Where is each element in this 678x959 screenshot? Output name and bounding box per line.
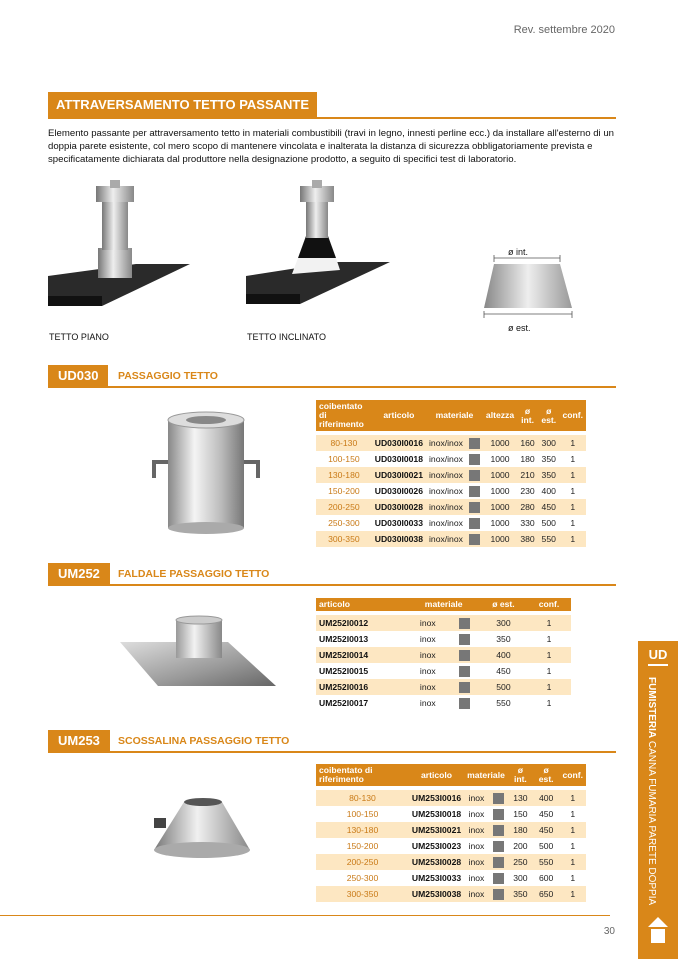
cell-conf: 1 [559, 499, 586, 515]
cell-materiale: inox [468, 841, 485, 851]
cell-conf: 1 [546, 666, 552, 676]
cell-diam-int: 150 [513, 809, 528, 819]
cell-altezza: 1000 [483, 499, 517, 515]
cell-diam-int: 380 [517, 531, 538, 547]
cell-articolo: UM252I0016 [316, 679, 407, 695]
cell-articolo: UD030I0016 [372, 433, 426, 451]
ud030-product-image [146, 408, 266, 538]
cell-conf: 1 [559, 433, 586, 451]
cell-coibentato: 130-180 [316, 822, 409, 838]
material-swatch [466, 451, 483, 467]
cell-diam-est: 450 [533, 822, 560, 838]
cell-materiale: inox/inox [426, 499, 466, 515]
um253-code-badge: UM253 [48, 730, 110, 752]
material-swatch [466, 499, 483, 515]
cell-materiale: inox [407, 613, 448, 631]
table-row [316, 886, 586, 902]
cell-articolo: UM252I0012 [316, 613, 407, 631]
material-swatch [489, 870, 508, 886]
table-row [316, 631, 571, 647]
cell-materiale: inox [464, 822, 489, 838]
material-swatch [466, 515, 483, 531]
table-row [316, 679, 571, 695]
section-title: ATTRAVERSAMENTO TETTO PASSANTE [48, 92, 317, 118]
diameter-est-label: ø est. [508, 323, 531, 333]
um252-title: FALDALE PASSAGGIO TETTO [118, 568, 270, 580]
flat-roof-caption: TETTO PIANO [49, 332, 109, 342]
cell-conf: 1 [570, 841, 576, 851]
side-tab-code: UD [648, 647, 668, 662]
um253-divider [48, 751, 616, 753]
cell-coibentato: 150-200 [328, 486, 360, 496]
cell-diam-est: 400 [480, 647, 527, 663]
cell-articolo: UM253I0021 [409, 822, 464, 838]
cell-diam-int: 300 [513, 873, 528, 883]
cell-conf: 1 [527, 647, 571, 663]
cell-materiale: inox [464, 854, 489, 870]
cell-conf: 1 [559, 531, 586, 547]
cell-altezza: 1000 [490, 518, 510, 528]
cell-coibentato: 100-150 [328, 454, 360, 464]
col-diam-int: ø int. [517, 400, 538, 433]
cell-articolo: UM253I0038 [409, 886, 464, 902]
cell-conf: 1 [546, 634, 552, 644]
cell-diam-int: 350 [508, 886, 533, 902]
swatch-icon [493, 809, 504, 820]
side-tab-divider [648, 664, 668, 666]
um252-table-header [316, 598, 571, 613]
col-conf: conf. [559, 400, 586, 433]
cell-materiale: inox [464, 886, 489, 902]
table-row [316, 663, 571, 679]
swatch-icon [469, 470, 480, 481]
cell-conf: 1 [559, 886, 586, 902]
cell-materiale: inox/inox [429, 454, 463, 464]
col-coibentato: coibentato di riferimento [316, 764, 409, 788]
material-swatch [448, 695, 480, 711]
cell-articolo: UD030I0038 [372, 531, 426, 547]
table-row [316, 467, 586, 483]
section-divider [48, 117, 616, 119]
swatch-icon [469, 502, 480, 513]
cell-coibentato: 200-250 [316, 499, 372, 515]
cell-diam-est: 500 [541, 518, 556, 528]
category-side-tab [638, 641, 678, 959]
material-swatch [489, 854, 508, 870]
cell-conf: 1 [559, 854, 586, 870]
diameter-int-label: ø int. [508, 247, 529, 257]
sloped-roof-caption: TETTO INCLINATO [247, 332, 327, 342]
table-row [316, 613, 571, 631]
cell-articolo: UM253I0023 [411, 841, 462, 851]
cell-diam-int: 130 [508, 788, 533, 806]
swatch-icon [459, 682, 470, 693]
ud030-divider [48, 386, 616, 388]
um253-product-image [148, 794, 258, 864]
cell-materiale: inox/inox [429, 486, 463, 496]
swatch-icon [493, 841, 504, 852]
table-row [316, 788, 586, 806]
cell-altezza: 1000 [483, 433, 517, 451]
col-conf: conf. [527, 598, 571, 613]
cell-diam-est: 400 [541, 486, 556, 496]
cell-materiale: inox [419, 698, 436, 708]
cell-materiale: inox [407, 679, 448, 695]
table-row [316, 483, 586, 499]
col-materiale: materiale [426, 400, 483, 433]
sloped-roof-image [244, 178, 394, 318]
cell-articolo: UM253I0018 [411, 809, 462, 819]
cell-coibentato: 80-130 [316, 788, 409, 806]
material-swatch [466, 483, 483, 499]
cell-altezza: 1000 [490, 454, 510, 464]
cell-conf: 1 [570, 486, 576, 496]
section-intro: Elemento passante per attraversamento tetto in materiali combustibili (travi in legno, innesti perline ecc.) da installare all'esterno di un doppia parete esistente, col mero scopo di mantenere vincolata e inalterata la distanza di sicurezza obbligatoriamente prevista e specificatamente dichiarata dal produttore nella designazione prodotto, a seguito di specifici test di laboratorio. [48, 128, 615, 165]
cell-materiale: inox [468, 809, 485, 819]
cell-articolo: UD030I0018 [374, 454, 423, 464]
material-swatch [489, 838, 508, 854]
cell-diam-est: 500 [480, 679, 527, 695]
col-materiale: materiale [464, 764, 508, 788]
swatch-icon [469, 518, 480, 529]
side-tab-label-bold: FUMISTERIA [646, 677, 657, 739]
cell-diam-est: 550 [538, 531, 559, 547]
material-swatch [466, 467, 483, 483]
material-swatch [466, 531, 483, 547]
cell-articolo: UD030I0028 [372, 499, 426, 515]
cell-materiale: inox [468, 873, 485, 883]
cell-articolo: UM253I0016 [409, 788, 464, 806]
footer-divider [0, 915, 610, 916]
cell-articolo: UM252I0017 [319, 698, 369, 708]
cell-diam-int: 180 [508, 822, 533, 838]
material-swatch [448, 679, 480, 695]
cell-diam-int: 160 [517, 433, 538, 451]
swatch-icon [469, 486, 480, 497]
cell-coibentato: 250-300 [346, 873, 379, 883]
swatch-icon [493, 793, 504, 804]
material-swatch [489, 886, 508, 902]
cell-diam-int: 230 [520, 486, 535, 496]
um252-product-image [118, 612, 278, 696]
cell-conf: 1 [570, 873, 576, 883]
material-swatch [489, 788, 508, 806]
col-conf: conf. [559, 764, 586, 788]
material-swatch [448, 631, 480, 647]
cell-diam-int: 180 [520, 454, 535, 464]
table-row [316, 854, 586, 870]
cell-conf: 1 [570, 809, 576, 819]
table-row [316, 870, 586, 886]
cell-articolo: UM252I0014 [316, 647, 407, 663]
cell-materiale: inox [419, 666, 436, 676]
cell-conf: 1 [570, 518, 576, 528]
cell-coibentato: 300-350 [316, 886, 409, 902]
cell-conf: 1 [527, 613, 571, 631]
cell-diam-est: 600 [539, 873, 554, 883]
swatch-icon [459, 666, 470, 677]
table-row [316, 838, 586, 854]
cell-materiale: inox [419, 634, 436, 644]
cell-conf: 1 [546, 698, 552, 708]
swatch-icon [493, 873, 504, 884]
cell-articolo: UD030I0033 [374, 518, 423, 528]
table-row [316, 822, 586, 838]
cell-diam-int: 210 [517, 467, 538, 483]
ud030-code-badge: UD030 [48, 365, 108, 387]
col-diam-est: ø est. [533, 764, 560, 788]
material-swatch [489, 806, 508, 822]
col-diam-int: ø int. [508, 764, 533, 788]
col-materiale: materiale [407, 598, 479, 613]
cell-materiale: inox [464, 788, 489, 806]
swatch-icon [469, 534, 480, 545]
col-coibentato: coibentato di riferimento [316, 400, 372, 433]
flat-roof-image [46, 178, 196, 318]
cell-diam-est: 450 [538, 499, 559, 515]
cell-diam-est: 300 [480, 613, 527, 631]
cell-articolo: UD030I0021 [372, 467, 426, 483]
um253-table-header [316, 764, 586, 788]
cell-diam-est: 500 [539, 841, 554, 851]
col-diam-est: ø est. [538, 400, 559, 433]
cell-conf: 1 [559, 467, 586, 483]
cell-articolo: UM253I0028 [409, 854, 464, 870]
material-swatch [448, 663, 480, 679]
revision-date: Rev. settembre 2020 [513, 24, 615, 36]
swatch-icon [493, 889, 504, 900]
cell-diam-est: 350 [538, 467, 559, 483]
cell-materiale: inox/inox [429, 518, 463, 528]
page-number: 30 [603, 926, 615, 937]
cell-coibentato: 100-150 [346, 809, 379, 819]
cell-altezza: 1000 [490, 486, 510, 496]
cell-diam-est: 650 [533, 886, 560, 902]
col-articolo: articolo [409, 764, 464, 788]
cell-diam-est: 350 [496, 634, 511, 644]
ud030-table [316, 400, 586, 547]
um252-table [316, 598, 571, 711]
col-articolo: articolo [316, 598, 407, 613]
cell-diam-est: 550 [496, 698, 511, 708]
swatch-icon [459, 618, 470, 629]
cell-articolo: UM252I0013 [319, 634, 369, 644]
cell-diam-int: 280 [517, 499, 538, 515]
cell-conf: 1 [559, 822, 586, 838]
cell-coibentato: 130-180 [316, 467, 372, 483]
swatch-icon [493, 857, 504, 868]
um252-code-badge: UM252 [48, 563, 110, 585]
cell-diam-int: 250 [508, 854, 533, 870]
swatch-icon [469, 454, 480, 465]
cell-coibentato: 200-250 [316, 854, 409, 870]
side-tab-label-rest: CANNA FUMARIA PARETE DOPPIA [646, 738, 657, 906]
um253-table [316, 764, 586, 902]
material-swatch [489, 822, 508, 838]
material-swatch [466, 433, 483, 451]
cell-altezza: 1000 [483, 467, 517, 483]
up-arrow-icon[interactable] [648, 917, 668, 945]
table-row [316, 433, 586, 451]
cell-materiale: inox [407, 647, 448, 663]
cell-diam-est: 450 [539, 809, 554, 819]
ud030-title: PASSAGGIO TETTO [118, 370, 218, 382]
material-swatch [448, 647, 480, 663]
col-altezza: altezza [483, 400, 517, 433]
swatch-icon [469, 438, 480, 449]
cell-articolo: UM253I0033 [411, 873, 462, 883]
cell-diam-est: 550 [533, 854, 560, 870]
cell-diam-int: 330 [520, 518, 535, 528]
cell-coibentato: 250-300 [328, 518, 360, 528]
table-row [316, 806, 586, 822]
cell-materiale: inox/inox [426, 531, 466, 547]
swatch-icon [459, 650, 470, 661]
side-tab-label [646, 677, 657, 905]
cell-diam-est: 400 [533, 788, 560, 806]
table-row [316, 515, 586, 531]
swatch-icon [493, 825, 504, 836]
table-row [316, 647, 571, 663]
table-row [316, 499, 586, 515]
um252-divider [48, 584, 616, 586]
cell-coibentato: 150-200 [346, 841, 379, 851]
ud030-table-header [316, 400, 586, 433]
cone-diagram [480, 250, 580, 320]
col-articolo: articolo [372, 400, 426, 433]
table-row [316, 695, 571, 711]
cell-altezza: 1000 [483, 531, 517, 547]
cell-articolo: UD030I0026 [374, 486, 423, 496]
table-row [316, 531, 586, 547]
swatch-icon [459, 698, 470, 709]
cell-materiale: inox/inox [426, 433, 466, 451]
cell-articolo: UM252I0015 [319, 666, 369, 676]
cell-coibentato: 80-130 [316, 433, 372, 451]
cell-conf: 1 [570, 454, 576, 464]
cell-conf: 1 [559, 788, 586, 806]
table-row [316, 451, 586, 467]
cell-diam-int: 200 [513, 841, 528, 851]
um253-title: SCOSSALINA PASSAGGIO TETTO [118, 735, 290, 747]
cell-coibentato: 300-350 [316, 531, 372, 547]
material-swatch [448, 613, 480, 631]
cell-diam-est: 450 [496, 666, 511, 676]
cell-diam-est: 350 [541, 454, 556, 464]
cell-conf: 1 [527, 679, 571, 695]
swatch-icon [459, 634, 470, 645]
col-diam-est: ø est. [480, 598, 527, 613]
cell-diam-est: 300 [538, 433, 559, 451]
cell-materiale: inox/inox [426, 467, 466, 483]
